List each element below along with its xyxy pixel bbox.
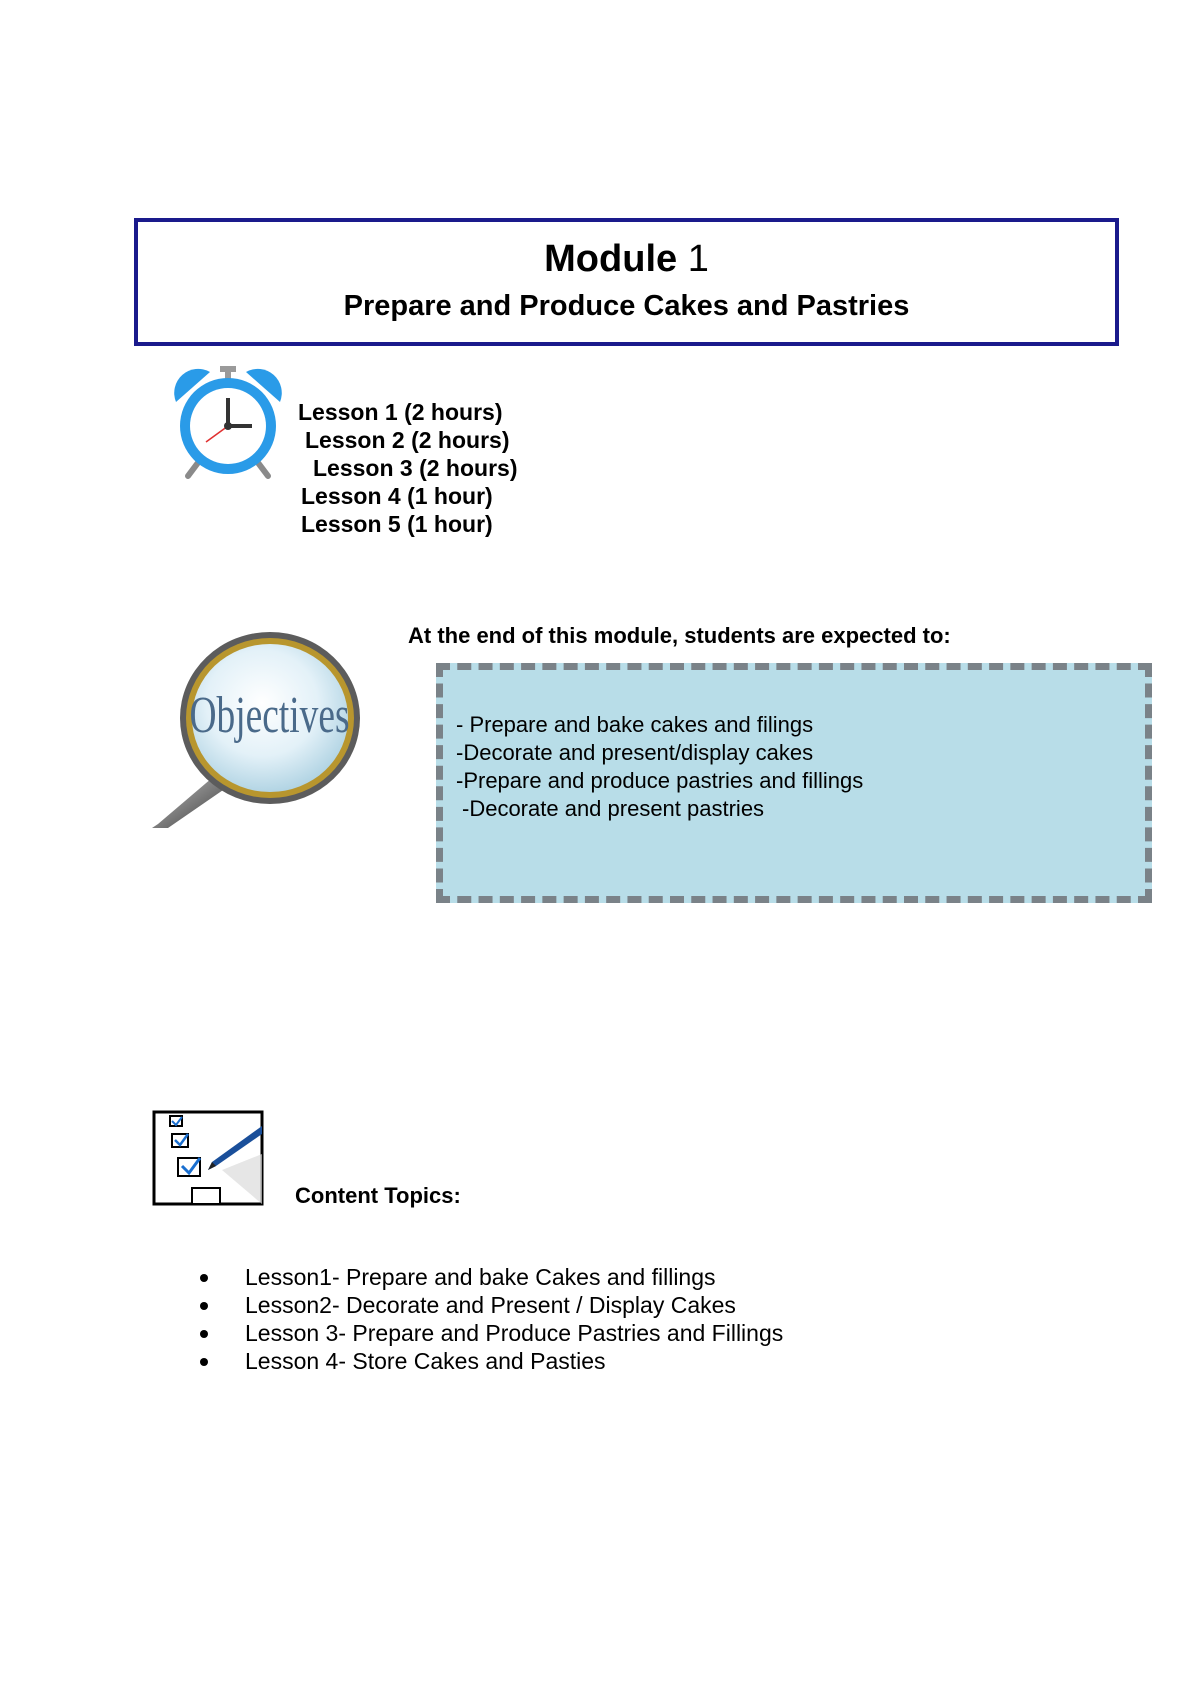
module-label: Module [544, 238, 678, 280]
list-item: Lesson2- Decorate and Present / Display Cakes [196, 1291, 783, 1319]
objective-item: -Prepare and produce pastries and fillings [456, 768, 864, 793]
lesson-item: Lesson 5 (1 hour) [301, 511, 493, 537]
objectives-image-word: Objectives [189, 686, 350, 744]
module-title [138, 238, 1115, 281]
objective-item: - Prepare and bake cakes and filings [456, 712, 814, 737]
module-number: 1 [687, 238, 709, 280]
module-header-box [134, 218, 1119, 346]
lesson-item: Lesson 4 (1 hour) [301, 483, 493, 509]
alarm-clock-icon [170, 364, 286, 480]
module-subtitle: Prepare and Produce Cakes and Pastries [343, 290, 910, 322]
objective-item: -Decorate and present/display cakes [456, 740, 814, 765]
list-item: Lesson 3- Prepare and Produce Pastries and Fillings [196, 1319, 783, 1347]
lesson-item: Lesson 2 (2 hours) [305, 427, 510, 453]
objectives-heading: At the end of this module, students are expected to: [408, 623, 951, 648]
content-topics-heading: Content Topics: [295, 1183, 461, 1208]
lesson-item: Lesson 3 (2 hours) [313, 455, 518, 481]
checklist-icon [152, 1110, 266, 1206]
objectives-box [436, 663, 1152, 903]
list-item: Lesson 4- Store Cakes and Pasties [196, 1347, 783, 1375]
objective-item: -Decorate and present pastries [462, 796, 765, 821]
lesson-item: Lesson 1 (2 hours) [298, 399, 503, 425]
magnifying-glass-icon [150, 628, 375, 828]
list-item: Lesson1- Prepare and bake Cakes and fillings [196, 1263, 783, 1291]
content-topics-list [196, 1263, 783, 1375]
